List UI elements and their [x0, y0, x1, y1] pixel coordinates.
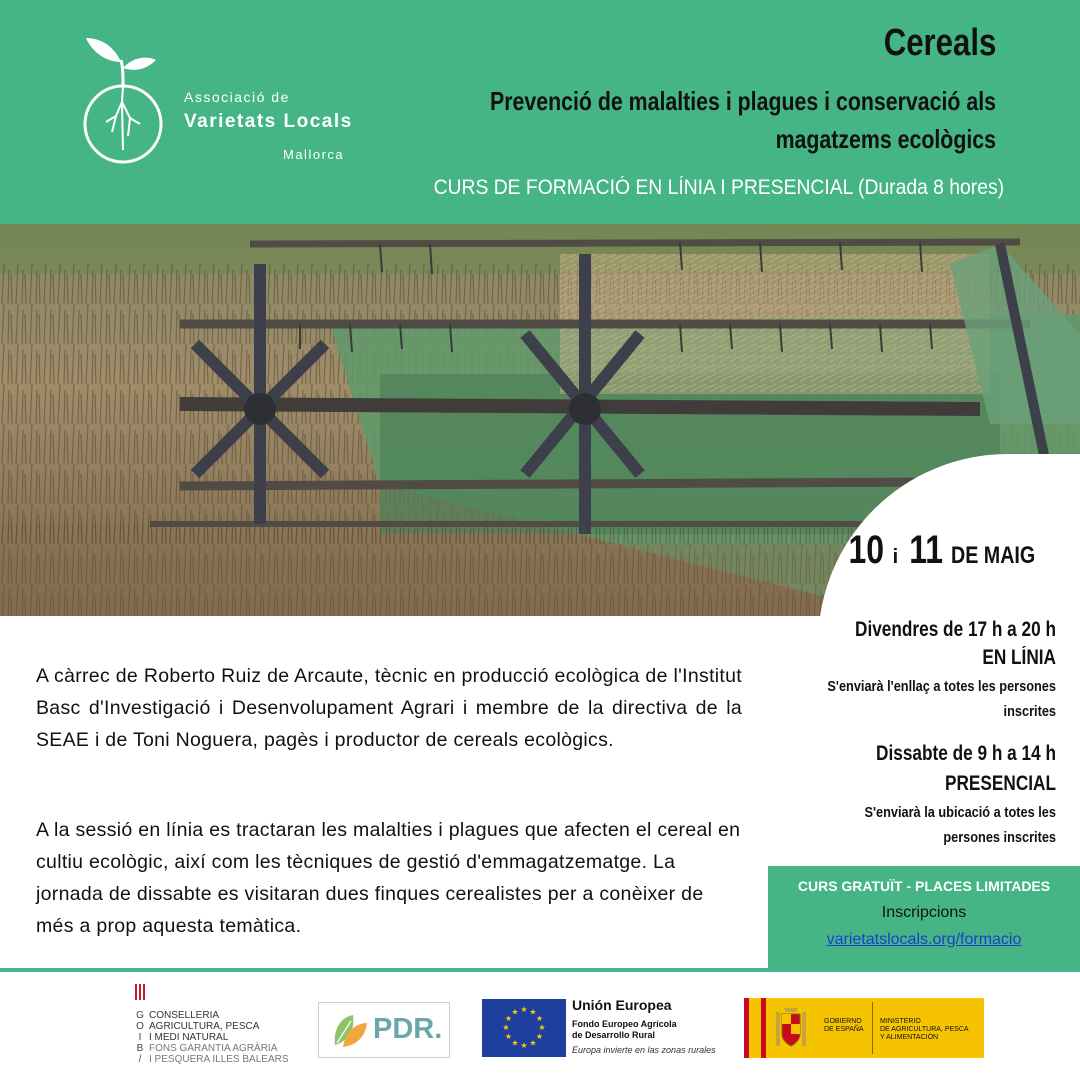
goib-text [149, 1010, 289, 1065]
goib-line: I PESQUERA ILLES BALEARS [149, 1054, 289, 1065]
registration-label: Inscripcions [881, 904, 967, 921]
goib-logo [132, 984, 289, 1074]
org-name-line2: Varietats Locals [184, 111, 353, 132]
gobierno-text [824, 1018, 864, 1034]
schedule-friday-time: Divendres de 17 h a 20 h [855, 618, 1056, 641]
registration-box [768, 866, 1080, 968]
svg-text:★: ★ [504, 1014, 513, 1023]
goib-line: AGRICULTURA, PESCA [149, 1021, 260, 1032]
schedule-friday [786, 618, 1056, 724]
date-day1: 10 [848, 528, 884, 572]
schedule-friday-note: S'enviarà l'enllaç a totes les persones inscrites [827, 678, 1056, 720]
gobierno-line: DE ESPAÑA [824, 1026, 864, 1033]
ministry-line: Y ALIMENTACIÓN [880, 1034, 939, 1041]
svg-text:★: ★ [502, 1023, 510, 1032]
goib-letter: / [138, 1054, 142, 1065]
eu-fund [572, 1019, 677, 1041]
pdr-leaf-icon [331, 1011, 369, 1049]
gobierno-line: GOBIERNO [824, 1018, 862, 1025]
svg-text:★: ★ [511, 1038, 519, 1048]
goib-letter: I [138, 1032, 142, 1043]
org-name-line3: Mallorca [283, 147, 345, 162]
goib-letter: G [136, 1010, 144, 1021]
eu-fund-line: Fondo Europeo Agrícola [572, 1019, 677, 1029]
svg-text:★: ★ [535, 1014, 544, 1023]
svg-text:★: ★ [511, 1007, 519, 1017]
spain-government-logo [744, 998, 984, 1058]
ministry-line: DE AGRICULTURA, PESCA [880, 1026, 969, 1033]
goib-stripes-icon [135, 984, 145, 1000]
goib-line: FONS GARANTIA AGRÀRIA [149, 1043, 278, 1054]
eu-flag [482, 999, 566, 1057]
page-subtitle [373, 82, 996, 158]
eu-stars-icon [482, 999, 566, 1057]
date-connector: i [892, 546, 899, 568]
date-day2: 11 [908, 528, 943, 572]
eu-fund-line: de Desarrollo Rural [572, 1030, 656, 1040]
header-banner [0, 0, 1080, 224]
course-type: CURS DE FORMACIÓ EN LÍNIA I PRESENCIAL (Durada 8 hores) [433, 176, 1004, 199]
goib-line: I MEDI NATURAL [149, 1032, 229, 1043]
svg-text:★: ★ [538, 1023, 546, 1032]
schedule-saturday [786, 742, 1056, 850]
pdr-text: PDR. [373, 1013, 443, 1045]
schedule-saturday-time: Dissabte de 9 h a 14 h [876, 742, 1056, 765]
subtitle-line2: magatzems ecològics [775, 124, 996, 154]
svg-text:★: ★ [520, 1041, 528, 1050]
schedule-friday-mode: EN LÍNIA [982, 646, 1056, 669]
pdr-logo [318, 1002, 450, 1058]
svg-text:★: ★ [529, 1038, 537, 1048]
svg-text:★: ★ [504, 1032, 513, 1041]
goib-line: CONSELLERIA [149, 1010, 220, 1021]
schedule-saturday-note: S'enviarà la ubicació a totes les persones inscrites [864, 804, 1056, 846]
spain-flag-stripe [744, 998, 766, 1058]
gob-separator [872, 1002, 873, 1054]
subtitle-line1: Prevenció de malalties i plagues i conservació als [489, 86, 996, 116]
sprout-logo-icon [82, 32, 172, 172]
footer-divider [0, 968, 1080, 972]
goib-letter: B [136, 1043, 144, 1054]
page-title: Cereals [883, 22, 996, 64]
event-dates [844, 528, 1054, 573]
org-name-line1: Associació de [184, 89, 290, 105]
body-paragraph-speakers: A càrrec de Roberto Ruiz de Arcaute, tècnic en producció ecològica de l'Institut Basc d'Investigació i Desenvolupament Agrari i membre de la directiva de la SEAE i de Toni Noguera, pagès i productor de cereals ecològics. [36, 665, 742, 751]
date-month: DE MAIG [951, 542, 1036, 569]
ministry-text [880, 1018, 969, 1042]
body-paragraph-description: A la sessió en línia es tractaran les malalties i plagues que afecten el cereal en cultiu ecològic, així com les tècniques de gestió d'emmagatzematge. La jornada de dissabte es visitaran dues finques cerealistes per a conèixer de més a prop aquesta temàtica. [36, 819, 741, 937]
spain-coat-of-arms-icon [774, 1006, 808, 1050]
schedule-saturday-mode: PRESENCIAL [945, 772, 1056, 795]
svg-text:★: ★ [520, 1005, 528, 1014]
eu-motto: Europa invierte en las zonas rurales [572, 1045, 716, 1055]
ministry-line: MINISTERIO [880, 1018, 921, 1025]
svg-text:★: ★ [529, 1007, 537, 1017]
eu-title: Unión Europea [572, 997, 672, 1013]
free-course-label: CURS GRATUÏT - PLACES LIMITADES [797, 878, 1051, 894]
goib-letters [134, 1010, 146, 1065]
registration-link[interactable]: varietatslocals.org/formacio [826, 931, 1022, 948]
svg-text:★: ★ [535, 1032, 544, 1041]
goib-letter: O [136, 1021, 144, 1032]
eu-logo [482, 997, 716, 1061]
